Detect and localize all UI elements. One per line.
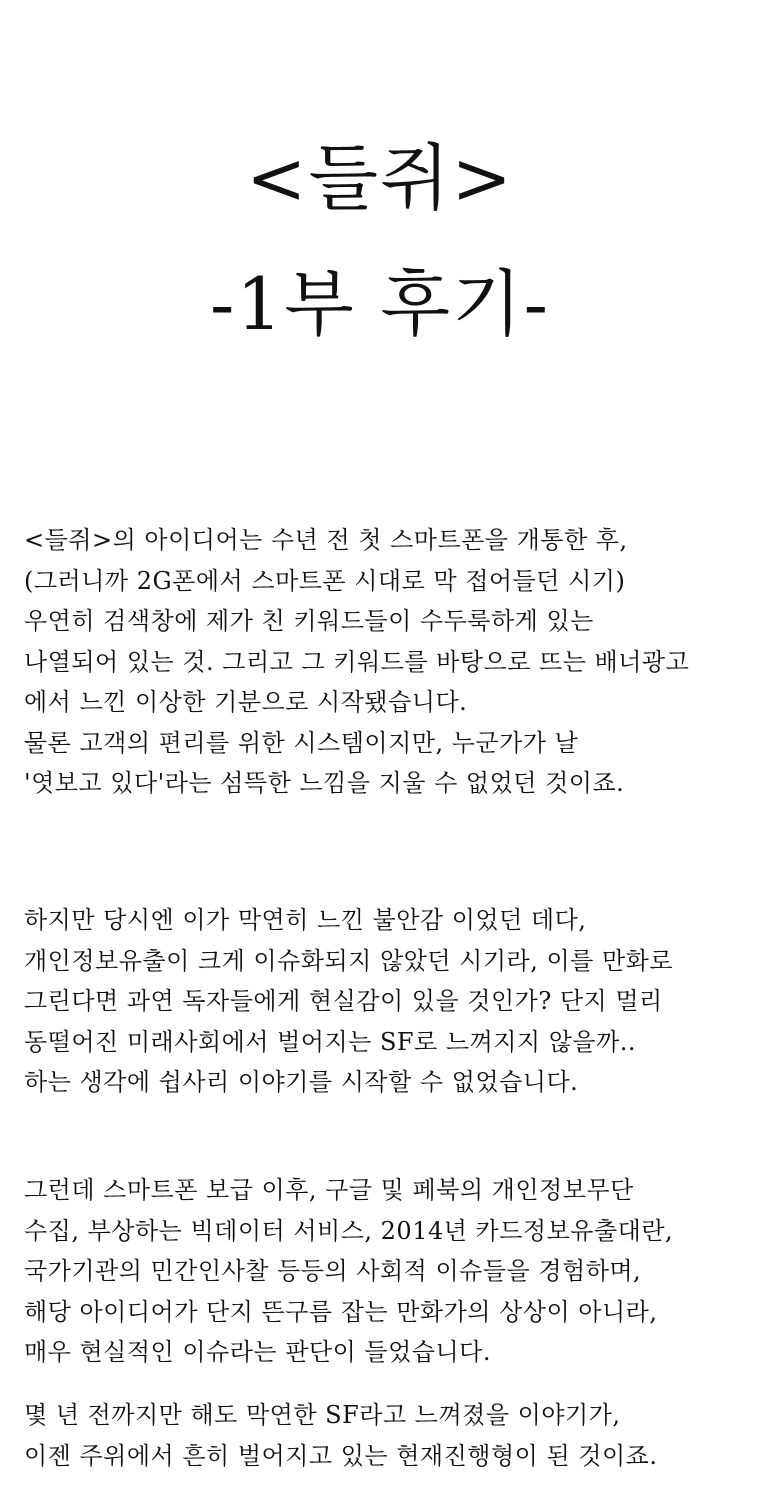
text-line: 물론 고객의 편리를 위한 시스템이지만, 누군가가 날 bbox=[24, 728, 579, 757]
text-line: 몇 년 전까지만 해도 막연한 SF라고 느껴졌을 이야기가, bbox=[24, 1401, 621, 1429]
paragraph-2 bbox=[24, 900, 750, 1103]
text-line: 그린다면 과연 독자들에게 현실감이 있을 것인가? 단지 멀리 bbox=[24, 987, 663, 1015]
paragraph-1 bbox=[24, 520, 750, 804]
paragraph-3 bbox=[24, 1170, 750, 1373]
text-line: 우연히 검색창에 제가 친 키워드들이 수두룩하게 있는 bbox=[24, 607, 594, 635]
text-line: 동떨어진 미래사회에서 벌어지는 SF로 느껴지지 않을까.. bbox=[24, 1027, 637, 1056]
text-line: 이젠 주위에서 흔히 벌어지고 있는 현재진행형이 된 것이죠. bbox=[24, 1441, 658, 1470]
text-line: 수집, 부상하는 빅데이터 서비스, 2014년 카드정보유출대란, bbox=[24, 1216, 674, 1245]
text-line: 해당 아이디어가 단지 뜬구름 잡는 만화가의 상상이 아니라, bbox=[24, 1297, 658, 1326]
text-line: 그런데 스마트폰 보급 이후, 구글 및 페북의 개인정보무단 bbox=[24, 1176, 634, 1204]
text-line: 하지만 당시엔 이가 막연히 느낀 불안감 이었던 데다, bbox=[24, 906, 587, 934]
paragraph-4 bbox=[24, 1395, 750, 1476]
text-line: <들쥐>의 아이디어는 수년 전 첫 스마트폰을 개통한 후, bbox=[24, 526, 628, 554]
title-line-1: <들쥐> bbox=[246, 136, 514, 220]
text-line: 하는 생각에 쉽사리 이야기를 시작할 수 없었습니다. bbox=[24, 1068, 579, 1096]
text-line: 에서 느낀 이상한 기분으로 시작됐습니다. bbox=[24, 688, 468, 716]
text-line: '엿보고 있다'라는 섬뜩한 느낌을 지울 수 없었던 것이죠. bbox=[24, 769, 625, 797]
text-line: 국가기관의 민간인사찰 등등의 사회적 이슈들을 경험하며, bbox=[24, 1257, 642, 1285]
text-line: 나열되어 있는 것. 그리고 그 키워드를 바탕으로 뜨는 배너광고 bbox=[24, 647, 690, 676]
text-line: 매우 현실적인 이슈라는 판단이 들었습니다. bbox=[24, 1338, 491, 1366]
text-line: 개인정보유출이 크게 이슈화되지 않았던 시기라, 이를 만화로 bbox=[24, 946, 674, 975]
text-line: (그러니까 2G폰에서 스마트폰 시대로 막 접어들던 시기) bbox=[24, 566, 626, 595]
title-line-2: -1부 후기- bbox=[209, 262, 550, 346]
